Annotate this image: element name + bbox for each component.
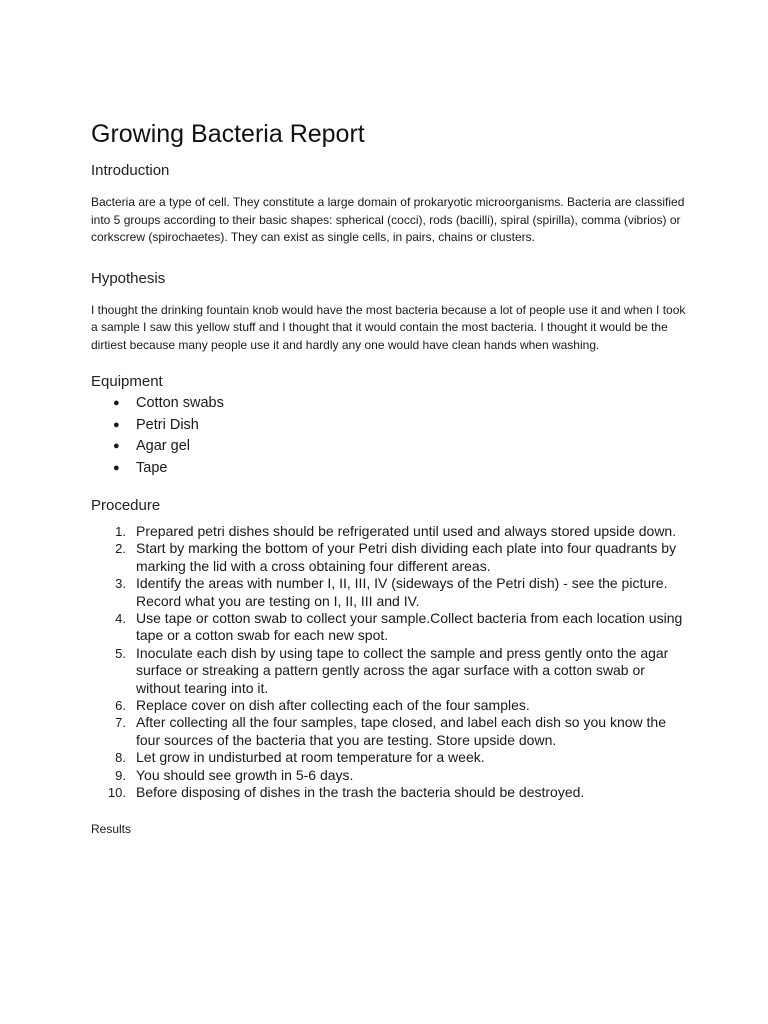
step-number: 6.	[115, 698, 126, 714]
hypothesis-paragraph: I thought the drinking fountain knob would have the most bacteria because a lot of people use it and when I took a sample I saw this yellow stuff and I thought that it would contain the most bacteria. I thought it would be the dirtiest because many people use it and hardly any one would have clean hands when washing.	[91, 302, 686, 352]
results-heading: Results	[91, 821, 132, 836]
equipment-heading: Equipment	[91, 373, 163, 390]
equipment-item	[91, 393, 691, 415]
step-text: Inoculate each dish by using tape to collect the sample and press gently onto the agar surface or streaking a pattern gently across the agar surface with a cotton swab or without tearing into it.	[136, 644, 669, 696]
equipment-item-label: Tape	[136, 459, 168, 476]
procedure-step	[91, 575, 691, 610]
procedure-step	[91, 749, 691, 766]
procedure-step	[91, 767, 691, 784]
step-number: 2.	[115, 541, 126, 557]
document-title: Growing Bacteria Report	[91, 120, 365, 148]
step-text: Replace cover on dish after collecting each of the four samples.	[136, 697, 530, 714]
equipment-item	[91, 436, 691, 458]
step-number: 4.	[115, 611, 126, 627]
step-number: 1.	[115, 524, 126, 539]
step-number: 5.	[115, 645, 126, 661]
procedure-step	[91, 697, 691, 714]
equipment-list	[91, 393, 691, 479]
equipment-item-label: Agar gel	[136, 438, 191, 454]
procedure-step	[91, 610, 691, 645]
step-number: 8.	[115, 750, 126, 766]
bullet-icon: ●	[113, 440, 120, 452]
equipment-item	[91, 458, 691, 480]
introduction-paragraph: Bacteria are a type of cell. They constitute a large domain of prokaryotic microorganisms. Bacteria are classified into 5 groups according to their basic shapes: spherical (cocci), rods (bacilli), spiral (spirilla), comma (vibrios) or corkscrew (spirochaetes). They can exist as single cells, in pairs, chains or clusters.	[91, 195, 685, 244]
step-number: 9.	[115, 767, 126, 783]
step-text: Identify the areas with number I, II, III, IV (sideways of the Petri dish) - see the picture. Record what you are testing on I, II, III and IV.	[136, 575, 668, 609]
step-number: 7.	[115, 715, 126, 731]
step-text: Prepared petri dishes should be refrigerated until used and always stored upside down.	[136, 523, 677, 539]
equipment-item	[91, 415, 691, 437]
bullet-icon: ●	[113, 418, 120, 431]
document-page	[91, 118, 691, 837]
equipment-item-label: Cotton swabs	[136, 395, 224, 411]
step-text: You should see growth in 5-6 days.	[136, 766, 354, 783]
step-text: Use tape or cotton swab to collect your sample.Collect bacteria from each location using tape or a cotton swab for each new spot.	[136, 610, 683, 644]
step-number: 3.	[115, 576, 126, 592]
procedure-list	[91, 523, 691, 802]
introduction-heading: Introduction	[91, 162, 170, 179]
procedure-step	[91, 645, 691, 697]
hypothesis-heading: Hypothesis	[91, 269, 166, 287]
step-number: 10.	[107, 785, 126, 801]
procedure-heading: Procedure	[91, 497, 161, 514]
procedure-step	[91, 784, 691, 801]
bullet-icon: ●	[113, 397, 120, 409]
procedure-step	[91, 540, 691, 575]
procedure-step	[91, 714, 691, 749]
equipment-item-label: Petri Dish	[136, 416, 199, 433]
step-text: Start by marking the bottom of your Petri dish dividing each plate into four quadrants by marking the lid with a cross obtaining four different areas.	[136, 540, 677, 574]
step-text: Before disposing of dishes in the trash the bacteria should be destroyed.	[136, 784, 585, 801]
step-text: Let grow in undisturbed at room temperature for a week.	[136, 749, 485, 766]
procedure-step	[91, 523, 691, 540]
step-text: After collecting all the four samples, tape closed, and label each dish so you know the four sources of the bacteria that you are testing. Store upside down.	[136, 714, 666, 748]
bullet-icon: ●	[113, 461, 120, 474]
